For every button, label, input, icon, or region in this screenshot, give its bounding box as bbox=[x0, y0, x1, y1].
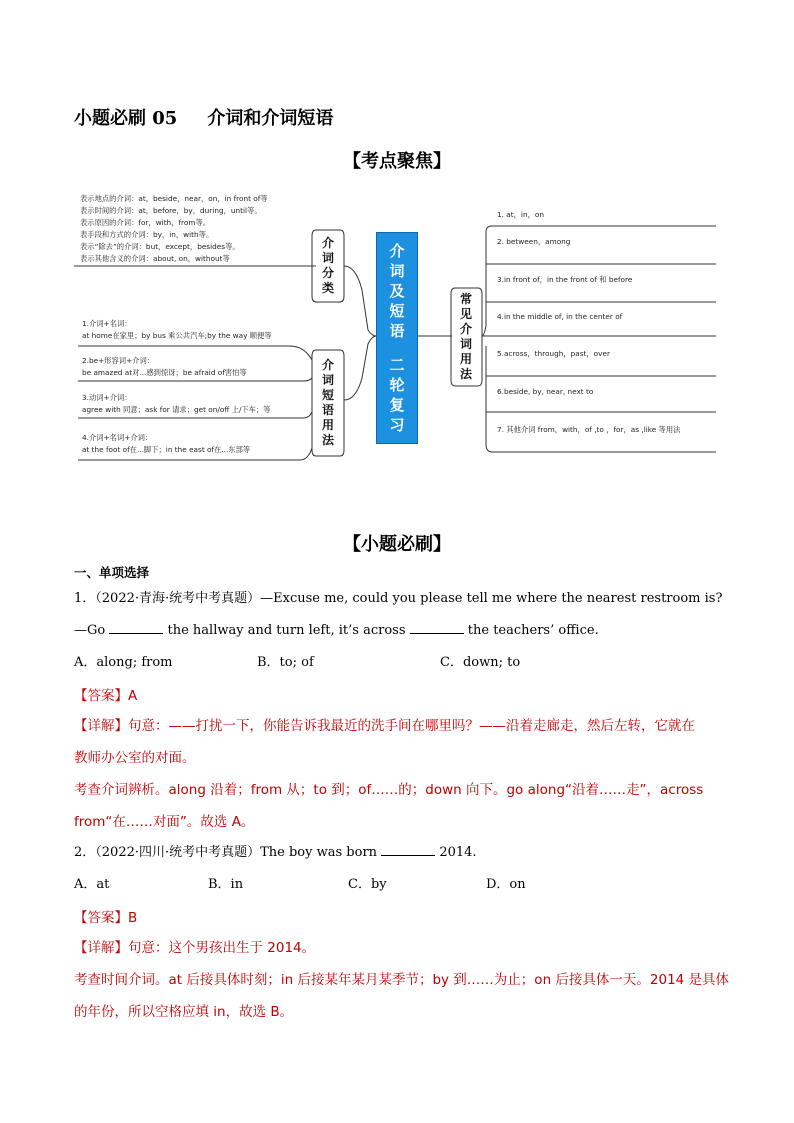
classify-line: 表示“除去”的介词：but，except，besides等。 bbox=[80, 242, 240, 251]
common-item: 1. at，in，on bbox=[497, 210, 544, 219]
phrase-item-head: 4.介词+名词+介词： bbox=[82, 433, 153, 442]
classify-line: 表示原因的介词：for，with，from等。 bbox=[80, 218, 211, 227]
mind-map-center bbox=[376, 232, 418, 444]
classify-line: 表手段和方式的介词：by，in，with等。 bbox=[80, 230, 214, 239]
title-prefix: 小题必刷 05 bbox=[74, 108, 178, 129]
answer-blank bbox=[381, 843, 435, 856]
detail-line: from“在……对面”。故选 A。 bbox=[74, 814, 255, 830]
branch-label-phrase: 介词短语用法 bbox=[321, 358, 334, 447]
phrase-item bbox=[82, 318, 272, 342]
classify-line: 表示其他含义的介词：about, on，without等 bbox=[80, 254, 230, 263]
common-item: 4.in the middle of, in the center of bbox=[497, 312, 623, 321]
answer-blank bbox=[410, 621, 464, 634]
part-heading: 一、单项选择 bbox=[74, 565, 150, 580]
classify-list bbox=[80, 193, 268, 265]
phrase-item-head: 1.介词+名词： bbox=[82, 319, 132, 328]
detail-line: 句意：——打扰一下，你能告诉我最近的洗手间在哪里吗？——沿着走廊走，然后左转，它就在 bbox=[128, 718, 695, 734]
q2-text-b: 2014. bbox=[439, 845, 477, 860]
q2-option-a: A．at bbox=[74, 877, 110, 892]
q1-option-c: C．down; to bbox=[440, 655, 521, 670]
q1-text-c: the teachers’ office. bbox=[467, 623, 599, 638]
answer-label: 【答案】 bbox=[74, 688, 128, 704]
center-bottom-text: 二轮复习 bbox=[389, 356, 405, 434]
answer-value: B bbox=[128, 910, 138, 926]
answer-blank bbox=[109, 621, 163, 634]
phrase-item-body: at the foot of在...脚下；in the east of在...东部等 bbox=[82, 445, 251, 454]
phrase-item-body: be amazed at对...感到惊讶；be afraid of害怕等 bbox=[82, 368, 247, 377]
detail-label: 【详解】 bbox=[74, 940, 128, 956]
classify-line: 表示时间的介词：at，before，by，during，until等。 bbox=[80, 206, 262, 215]
center-top-text: 介词及短语 bbox=[389, 242, 405, 340]
q1-option-b: B．to; of bbox=[257, 655, 314, 670]
phrase-item bbox=[82, 355, 247, 379]
detail-line: 考查介词辨析。along 沿着；from 从；to 到；of……的；down 向下。go along“沿着……走”，across bbox=[74, 782, 704, 798]
q2-option-c: C．by bbox=[348, 877, 387, 892]
answer-label: 【答案】 bbox=[74, 910, 128, 926]
q2-option-d: D．on bbox=[486, 877, 526, 892]
q1-answer bbox=[74, 684, 137, 704]
detail-line: 的年份，所以空格应填 in，故选 B。 bbox=[74, 1004, 294, 1020]
phrase-item-head: 3.动词+介词： bbox=[82, 393, 132, 402]
q2-detail bbox=[74, 938, 729, 1022]
question-1-line2 bbox=[74, 621, 599, 641]
q1-detail bbox=[74, 716, 703, 832]
phrase-item bbox=[82, 392, 271, 416]
section-focus-heading: 【考点聚焦】 bbox=[343, 151, 451, 172]
detail-label: 【详解】 bbox=[74, 718, 128, 734]
classify-line: 表示地点的介词：at，beside，near，on，in front of等 bbox=[80, 194, 268, 203]
detail-line: 教师办公室的对面。 bbox=[74, 750, 196, 766]
mind-map bbox=[0, 0, 794, 480]
branch-label-classify: 介词分类 bbox=[321, 236, 334, 295]
phrase-item-body: agree with 同意；ask for 请求；get on/off 上/下车；等 bbox=[82, 405, 271, 414]
q2-text-a: 2．（2022·四川·统考中考真题）The boy was born bbox=[74, 845, 378, 860]
detail-line: 考查时间介词。at 后接具体时刻；in 后接某年某月某季节；by 到……为止；on 后接具体一天。2014 是具体 bbox=[74, 972, 730, 988]
detail-line: 句意：这个男孩出生于 2014。 bbox=[128, 940, 316, 956]
q2-answer bbox=[74, 906, 137, 926]
common-item: 6.beside, by, near, next to bbox=[497, 387, 594, 396]
common-item: 2. between，among bbox=[497, 237, 571, 246]
phrase-item-body: at home在家里；by bus 乘公共汽车;by the way 顺便等 bbox=[82, 331, 272, 340]
phrase-item bbox=[82, 432, 250, 456]
q1-text-b: the hallway and turn left, it’s across bbox=[167, 623, 406, 638]
answer-value: A bbox=[128, 688, 138, 704]
title-topic: 介词和介词短语 bbox=[207, 108, 334, 129]
q1-text-a: —Go bbox=[74, 623, 106, 638]
question-2-stem bbox=[74, 843, 477, 863]
section-practice-heading: 【小题必刷】 bbox=[343, 534, 451, 555]
q2-option-b: B．in bbox=[208, 877, 244, 892]
common-item: 3.in front of，in the front of 和 before bbox=[497, 275, 633, 284]
common-item: 7. 其他介词 from，with，of ,to ，for，as ,like 等用法 bbox=[497, 425, 681, 434]
branch-label-common: 常见介词用法 bbox=[459, 292, 472, 381]
question-1-stem: 1．（2022·青海·统考中考真题）—Excuse me, could you please tell me where the nearest restroom is? bbox=[74, 591, 723, 606]
q1-option-a: A．along; from bbox=[74, 655, 173, 670]
phrase-item-head: 2.be+形容词+介词： bbox=[82, 356, 155, 365]
common-item: 5.across，through，past，over bbox=[497, 349, 610, 358]
